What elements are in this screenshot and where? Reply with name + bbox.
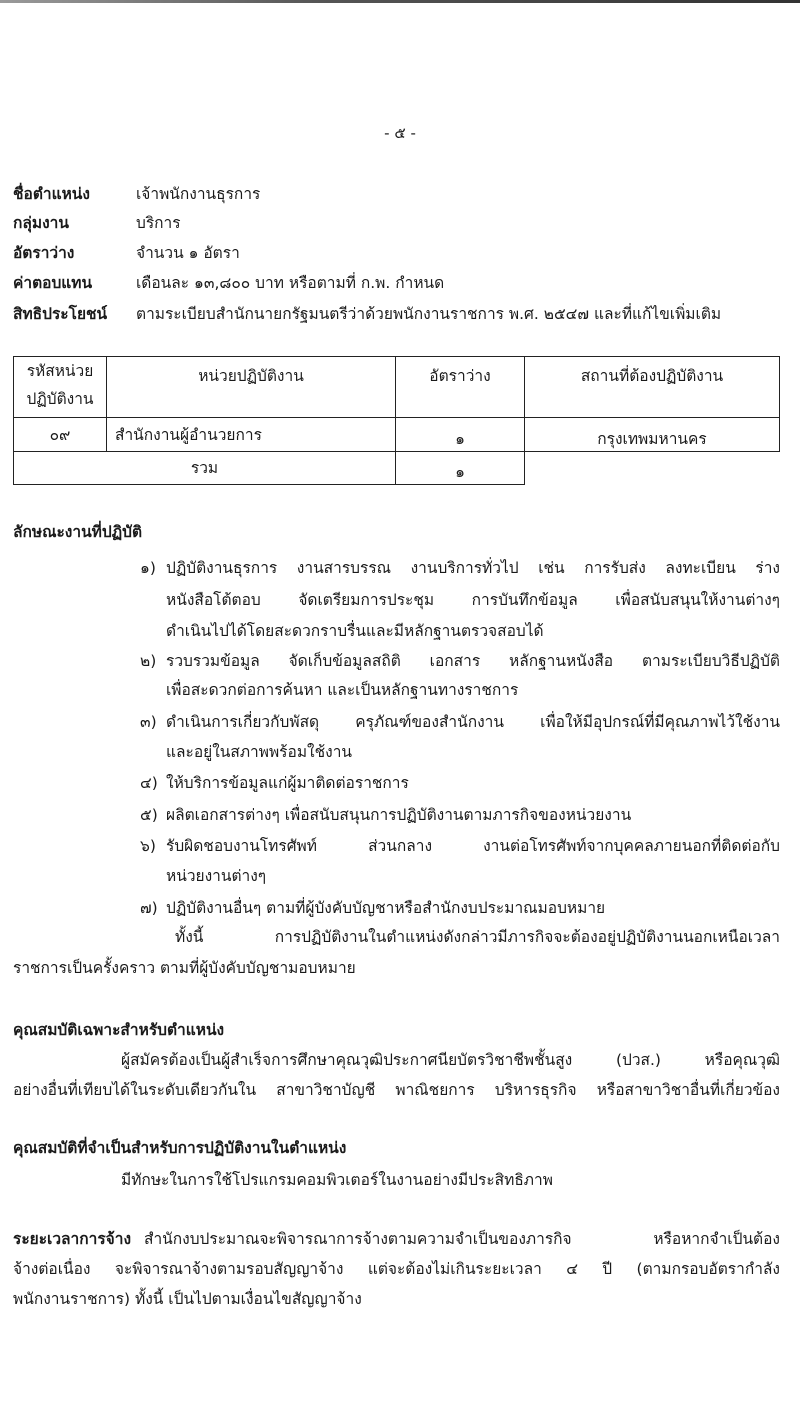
position-title-label: ชื่อตำแหน่ง (13, 185, 90, 203)
duty-6-num: ๖) (140, 837, 156, 855)
duty-6-line2: หน่วยงานต่างๆ (166, 867, 267, 885)
duty-5-num: ๕) (140, 806, 158, 824)
header-location: สถานที่ต้องปฏิบัติงาน (525, 357, 780, 418)
duty-2-line2: เพื่อสะดวกต่อการค้นหา และเป็นหลักฐานทางราชการ (166, 681, 519, 699)
duty-4-num: ๔) (140, 774, 158, 792)
header-unit-code-line2: ปฏิบัติงาน (26, 390, 94, 408)
header-unit-code-line1: รหัสหน่วย (26, 362, 94, 380)
vacancy-label: อัตราว่าง (13, 244, 75, 262)
header-vacancy: อัตราว่าง (396, 357, 525, 418)
duty-5-line1: ผลิตเอกสารต่างๆ เพื่อสนับสนุนการปฏิบัติงานตามภารกิจของหน่วยงาน (166, 806, 632, 824)
duty-2-num: ๒) (140, 652, 157, 670)
benefits-value: ตามระเบียบสำนักนายกรัฐมนตรีว่าด้วยพนักงานราชการ พ.ศ. ๒๕๔๗ และที่แก้ไขเพิ่มเติม (136, 305, 722, 323)
duty-7-num: ๗) (140, 899, 158, 917)
duty-1-line3: ดำเนินไปได้โดยสะดวกราบรื่นและมีหลักฐานตรวจสอบได้ (166, 622, 544, 640)
duty-1-line2: หนังสือโต้ตอบ จัดเตรียมการประชุม การบันทึกข้อมูล เพื่อสนับสนุนให้งานต่างๆ (166, 591, 780, 609)
total-vacancy: ๑ (396, 452, 525, 485)
cell-unit: สำนักงานผู้อำนวยการ (107, 418, 396, 452)
duty-6-line1: รับผิดชอบงานโทรศัพท์ ส่วนกลาง งานต่อโทรศัพท์จากบุคคลภายนอกที่ติดต่อกับ (166, 837, 780, 855)
duties-heading: ลักษณะงานที่ปฏิบัติ (13, 523, 143, 541)
header-unit: หน่วยปฏิบัติงาน (107, 357, 396, 418)
qualifications-heading: คุณสมบัติเฉพาะสำหรับตำแหน่ง (13, 1021, 225, 1039)
cell-vacancy: ๑ (396, 418, 525, 452)
duty-3-line1: ดำเนินการเกี่ยวกับพัสดุ ครุภัณฑ์ของสำนักงาน เพื่อให้มีอุปกรณ์ที่มีคุณภาพไว้ใช้งาน (166, 713, 780, 731)
employment-period-line2: จ้างต่อเนื่อง จะพิจารณาจ้างตามรอบสัญญาจ้าง แต่จะต้องไม่เกินระยะเวลา ๔ ปี (ตามกรอบอัตรากำลัง (13, 1260, 780, 1278)
page-number: - ๕ - (384, 124, 416, 142)
work-group-value: บริการ (136, 214, 181, 232)
duty-3-line2: และอยู่ในสภาพพร้อมใช้งาน (166, 743, 352, 761)
vacancy-value: จำนวน ๑ อัตรา (136, 244, 240, 262)
employment-period-line1: สำนักงบประมาณจะพิจารณาการจ้างตามความจำเป็นของภารกิจ หรือหากจำเป็นต้อง (144, 1230, 780, 1248)
employment-period-line3: พนักงานราชการ) ทั้งนี้ เป็นไปตามเงื่อนไขสัญญาจ้าง (13, 1290, 362, 1308)
compensation-label: ค่าตอบแทน (13, 274, 93, 292)
table-total-row (14, 452, 780, 485)
qualifications-line2: อย่างอื่นที่เทียบได้ในระดับเดียวกันใน สาขาวิชาบัญชี พาณิชยการ บริหารธุรกิจ หรือสาขาวิชาอื่นที่เกี่ยวข้อง (13, 1081, 780, 1099)
duty-4-line1: ให้บริการข้อมูลแก่ผู้มาติดต่อราชการ (166, 774, 409, 792)
scan-edge (0, 0, 800, 3)
work-group-label: กลุ่มงาน (13, 214, 69, 232)
total-label: รวม (14, 452, 396, 485)
duty-2-line1: รวบรวมข้อมูล จัดเก็บข้อมูลสถิติ เอกสาร หลักฐานหนังสือ ตามระเบียบวิธีปฏิบัติ (166, 652, 780, 670)
required-skills-line1: มีทักษะในการใช้โปรแกรมคอมพิวเตอร์ในงานอย่างมีประสิทธิภาพ (121, 1171, 553, 1189)
employment-period-label: ระยะเวลาการจ้าง (13, 1230, 132, 1248)
duty-1-line1: ปฏิบัติงานธุรการ งานสารบรรณ งานบริการทั่วไป เช่น การรับส่ง ลงทะเบียน ร่าง (166, 559, 780, 577)
cell-location: กรุงเทพมหานคร (525, 418, 780, 452)
duty-7-line1: ปฏิบัติงานอื่นๆ ตามที่ผู้บังคับบัญชาหรือสำนักงบประมาณมอบหมาย (166, 899, 606, 917)
duties-note-line1: ทั้งนี้ การปฏิบัติงานในตำแหน่งดังกล่าวมีภารกิจจะต้องอยู่ปฏิบัติงานนอกเหนือเวลา (175, 928, 780, 946)
vacancy-table (13, 356, 780, 485)
duty-1-num: ๑) (140, 559, 156, 577)
qualifications-line1: ผู้สมัครต้องเป็นผู้สำเร็จการศึกษาคุณวุฒิประกาศนียบัตรวิชาชีพชั้นสูง (ปวส.) หรือคุณวุฒิ (121, 1051, 780, 1069)
position-title-value: เจ้าพนักงานธุรการ (136, 185, 261, 203)
empty-cell (525, 452, 780, 485)
cell-code: ๐๙ (14, 418, 107, 452)
table-header-row (14, 357, 780, 418)
table-row (14, 418, 780, 452)
duties-note-line2: ราชการเป็นครั้งคราว ตามที่ผู้บังคับบัญชามอบหมาย (13, 959, 356, 977)
compensation-value: เดือนละ ๑๓,๘๐๐ บาท หรือตามที่ ก.พ. กำหนด (136, 274, 445, 292)
required-skills-heading: คุณสมบัติที่จำเป็นสำหรับการปฏิบัติงานในตำแหน่ง (13, 1139, 347, 1157)
benefits-label: สิทธิประโยชน์ (13, 305, 108, 323)
duty-3-num: ๓) (140, 713, 157, 731)
header-unit-code (14, 357, 107, 418)
